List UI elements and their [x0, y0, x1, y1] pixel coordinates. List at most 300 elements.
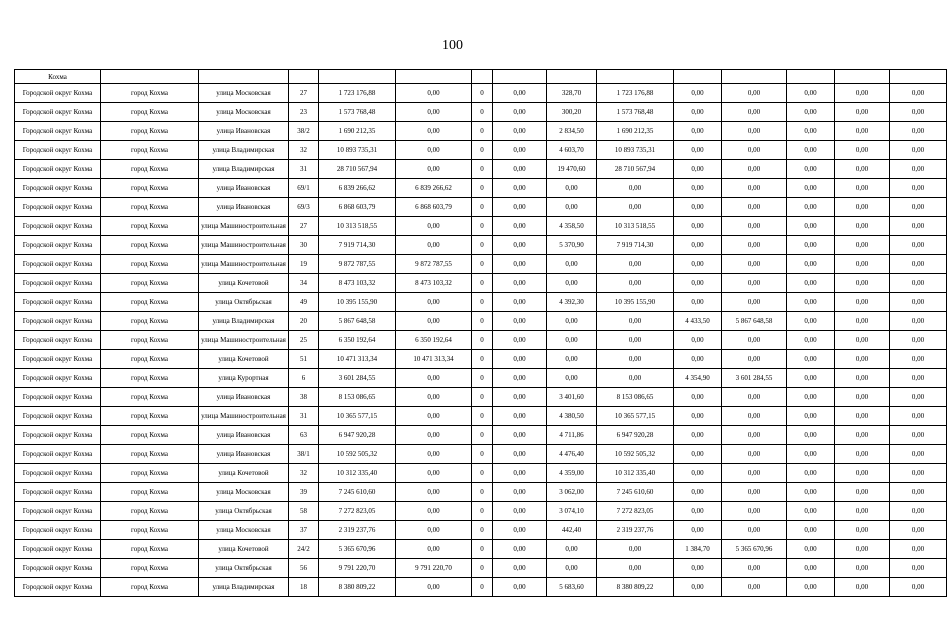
page-number: 100 — [442, 38, 463, 53]
district-cell: Городской округ Кохма — [15, 293, 101, 312]
count-a-cell: 0 — [472, 122, 493, 141]
district-cell: Городской округ Кохма — [15, 464, 101, 483]
settlement-cell: город Кохма — [101, 559, 199, 578]
cost-f-cell: 0,00 — [835, 521, 890, 540]
cost-e-cell: 0,00 — [787, 331, 835, 350]
table-row — [15, 274, 947, 293]
cost-g-cell: 0,00 — [890, 236, 947, 255]
settlement-cell: город Кохма — [101, 236, 199, 255]
table-row-continued — [15, 70, 947, 84]
cost-b-cell: 0,00 — [493, 521, 547, 540]
cost-f-cell: 0,00 — [835, 179, 890, 198]
cost-e-cell: 0,00 — [787, 350, 835, 369]
area-d-cell: 0,00 — [674, 350, 722, 369]
area-d-cell: 0,00 — [674, 293, 722, 312]
settlement-cell: город Кохма — [101, 141, 199, 160]
count-a-cell: 0 — [472, 236, 493, 255]
cost-c-cell: 1 573 768,48 — [597, 103, 674, 122]
area-d-cell: 0,00 — [674, 236, 722, 255]
house-number-cell: 34 — [289, 274, 319, 293]
count-a-cell: 0 — [472, 141, 493, 160]
house-number-cell: 6 — [289, 369, 319, 388]
settlement-cell: город Кохма — [101, 483, 199, 502]
cost-b-cell: 0,00 — [493, 122, 547, 141]
district-cell: Городской округ Кохма — [15, 179, 101, 198]
settlement-cell: город Кохма — [101, 521, 199, 540]
settlement-cell: город Кохма — [101, 122, 199, 141]
area-c-cell: 4 359,00 — [547, 464, 597, 483]
cost-c-cell: 28 710 567,94 — [597, 160, 674, 179]
settlement-cell: город Кохма — [101, 84, 199, 103]
area-d-cell: 0,00 — [674, 388, 722, 407]
cost-e-cell: 0,00 — [787, 217, 835, 236]
cost-g-cell: 0,00 — [890, 141, 947, 160]
settlement-cell: город Кохма — [101, 293, 199, 312]
settlement-cell: город Кохма — [101, 464, 199, 483]
cost-f-cell: 0,00 — [835, 369, 890, 388]
street-cell: улица Ивановская — [199, 122, 289, 141]
house-number-cell: 31 — [289, 407, 319, 426]
cost-g-cell: 0,00 — [890, 179, 947, 198]
cost-g-cell: 0,00 — [890, 540, 947, 559]
area-c-cell: 4 358,50 — [547, 217, 597, 236]
total-cost-cell: 10 313 518,55 — [319, 217, 396, 236]
cost-g-cell: 0,00 — [890, 255, 947, 274]
cost-c-cell: 0,00 — [597, 331, 674, 350]
table-row — [15, 255, 947, 274]
house-number-cell: 38 — [289, 388, 319, 407]
table-row — [15, 578, 947, 597]
area-d-cell: 0,00 — [674, 445, 722, 464]
district-cell: Городской округ Кохма — [15, 350, 101, 369]
cost-b-cell: 0,00 — [493, 369, 547, 388]
total-cost-cell: 28 710 567,94 — [319, 160, 396, 179]
count-a-cell: 0 — [472, 160, 493, 179]
district-cell: Городской округ Кохма — [15, 559, 101, 578]
cost-f-cell: 0,00 — [835, 160, 890, 179]
table-row — [15, 141, 947, 160]
table-row — [15, 407, 947, 426]
district-cell: Городской округ Кохма — [15, 502, 101, 521]
cost-f-cell: 0,00 — [835, 312, 890, 331]
table-row — [15, 312, 947, 331]
cost-c-cell: 1 723 176,88 — [597, 84, 674, 103]
settlement-cell: город Кохма — [101, 179, 199, 198]
area-d-cell: 0,00 — [674, 578, 722, 597]
area-c-cell: 328,70 — [547, 84, 597, 103]
cost-c-cell: 0,00 — [597, 559, 674, 578]
district-cell: Городской округ Кохма — [15, 160, 101, 179]
count-a-cell: 0 — [472, 331, 493, 350]
cost-d-cell: 0,00 — [722, 198, 787, 217]
area-c-cell: 4 603,70 — [547, 141, 597, 160]
area-c-cell: 2 834,50 — [547, 122, 597, 141]
cost-f-cell: 0,00 — [835, 331, 890, 350]
cost-d-cell: 0,00 — [722, 483, 787, 502]
cost-a-cell: 9 872 787,55 — [396, 255, 472, 274]
total-cost-cell: 5 867 648,58 — [319, 312, 396, 331]
area-c-cell: 3 062,00 — [547, 483, 597, 502]
cost-a-cell: 0,00 — [396, 407, 472, 426]
total-cost-cell: 1 690 212,35 — [319, 122, 396, 141]
cost-d-cell: 0,00 — [722, 331, 787, 350]
house-number-cell: 56 — [289, 559, 319, 578]
area-c-cell: 3 401,60 — [547, 388, 597, 407]
cost-c-cell: 0,00 — [597, 369, 674, 388]
table-row — [15, 521, 947, 540]
house-number-cell: 18 — [289, 578, 319, 597]
cost-e-cell: 0,00 — [787, 122, 835, 141]
count-a-cell: 0 — [472, 255, 493, 274]
cost-a-cell: 6 868 603,79 — [396, 198, 472, 217]
cost-b-cell: 0,00 — [493, 540, 547, 559]
district-cell: Городской округ Кохма — [15, 217, 101, 236]
cost-f-cell: 0,00 — [835, 483, 890, 502]
cost-c-cell: 0,00 — [597, 540, 674, 559]
district-cell: Городской округ Кохма — [15, 84, 101, 103]
street-cell: улица Кочетовой — [199, 464, 289, 483]
total-cost-cell: 1 573 768,48 — [319, 103, 396, 122]
district-cell: Городской округ Кохма — [15, 122, 101, 141]
street-cell: улица Владимирская — [199, 160, 289, 179]
cost-c-cell: 10 395 155,90 — [597, 293, 674, 312]
table-row — [15, 426, 947, 445]
count-a-cell: 0 — [472, 103, 493, 122]
cost-d-cell: 0,00 — [722, 407, 787, 426]
settlement-cell: город Кохма — [101, 502, 199, 521]
count-a-cell: 0 — [472, 198, 493, 217]
district-cell: Городской округ Кохма — [15, 426, 101, 445]
street-cell: улица Ивановская — [199, 198, 289, 217]
table-row — [15, 369, 947, 388]
street-cell: улица Ивановская — [199, 426, 289, 445]
house-number-cell: 63 — [289, 426, 319, 445]
district-cell: Городской округ Кохма — [15, 540, 101, 559]
cost-e-cell: 0,00 — [787, 540, 835, 559]
count-a-cell: 0 — [472, 407, 493, 426]
cost-a-cell: 0,00 — [396, 293, 472, 312]
cost-f-cell: 0,00 — [835, 464, 890, 483]
cost-b-cell: 0,00 — [493, 198, 547, 217]
count-a-cell: 0 — [472, 217, 493, 236]
area-c-cell: 0,00 — [547, 312, 597, 331]
cost-g-cell: 0,00 — [890, 426, 947, 445]
count-a-cell: 0 — [472, 426, 493, 445]
cost-e-cell: 0,00 — [787, 483, 835, 502]
area-c-cell: 0,00 — [547, 274, 597, 293]
cost-c-cell: 7 272 823,05 — [597, 502, 674, 521]
cost-f-cell: 0,00 — [835, 84, 890, 103]
count-a-cell: 0 — [472, 179, 493, 198]
settlement-cell: город Кохма — [101, 388, 199, 407]
total-cost-cell: 8 380 809,22 — [319, 578, 396, 597]
cost-a-cell: 0,00 — [396, 369, 472, 388]
cost-f-cell: 0,00 — [835, 122, 890, 141]
cost-d-cell: 0,00 — [722, 502, 787, 521]
house-number-cell: 23 — [289, 103, 319, 122]
area-d-cell: 0,00 — [674, 179, 722, 198]
total-cost-cell: 1 723 176,88 — [319, 84, 396, 103]
street-cell: улица Октябрьская — [199, 559, 289, 578]
area-c-cell: 0,00 — [547, 179, 597, 198]
cost-b-cell: 0,00 — [493, 350, 547, 369]
street-cell: улица Ивановская — [199, 388, 289, 407]
district-cell: Городской округ Кохма — [15, 521, 101, 540]
cost-f-cell: 0,00 — [835, 426, 890, 445]
house-number-cell: 27 — [289, 84, 319, 103]
cost-d-cell: 0,00 — [722, 464, 787, 483]
street-cell: улица Курортная — [199, 369, 289, 388]
district-cell: Городской округ Кохма — [15, 198, 101, 217]
cost-f-cell: 0,00 — [835, 388, 890, 407]
cost-a-cell: 0,00 — [396, 103, 472, 122]
cost-b-cell: 0,00 — [493, 160, 547, 179]
settlement-cell: город Кохма — [101, 369, 199, 388]
cost-b-cell: 0,00 — [493, 426, 547, 445]
area-c-cell: 3 074,10 — [547, 502, 597, 521]
cost-d-cell: 0,00 — [722, 350, 787, 369]
count-a-cell: 0 — [472, 578, 493, 597]
cost-f-cell: 0,00 — [835, 217, 890, 236]
total-cost-cell: 6 350 192,64 — [319, 331, 396, 350]
street-cell: улица Московская — [199, 521, 289, 540]
total-cost-cell: 9 791 220,70 — [319, 559, 396, 578]
cost-e-cell: 0,00 — [787, 179, 835, 198]
area-d-cell: 0,00 — [674, 559, 722, 578]
cost-d-cell: 0,00 — [722, 255, 787, 274]
cost-a-cell: 0,00 — [396, 521, 472, 540]
house-number-cell: 30 — [289, 236, 319, 255]
table-row — [15, 331, 947, 350]
cost-a-cell: 0,00 — [396, 160, 472, 179]
table-row — [15, 160, 947, 179]
cost-f-cell: 0,00 — [835, 293, 890, 312]
table-row — [15, 217, 947, 236]
cost-f-cell: 0,00 — [835, 198, 890, 217]
area-d-cell: 0,00 — [674, 217, 722, 236]
settlement-cell: город Кохма — [101, 578, 199, 597]
cost-a-cell: 0,00 — [396, 483, 472, 502]
total-cost-cell: 10 312 335,40 — [319, 464, 396, 483]
area-d-cell: 0,00 — [674, 331, 722, 350]
cost-g-cell: 0,00 — [890, 521, 947, 540]
cost-f-cell: 0,00 — [835, 407, 890, 426]
cost-e-cell: 0,00 — [787, 84, 835, 103]
area-d-cell: 0,00 — [674, 84, 722, 103]
table-body — [15, 70, 947, 597]
area-d-cell: 0,00 — [674, 198, 722, 217]
street-cell: улица Машиностроительная — [199, 407, 289, 426]
house-number-cell: 25 — [289, 331, 319, 350]
cost-c-cell: 2 319 237,76 — [597, 521, 674, 540]
cost-d-cell: 0,00 — [722, 160, 787, 179]
cost-f-cell: 0,00 — [835, 502, 890, 521]
table-row — [15, 559, 947, 578]
settlement-cell: город Кохма — [101, 350, 199, 369]
total-cost-cell: 7 919 714,30 — [319, 236, 396, 255]
cost-d-cell: 0,00 — [722, 274, 787, 293]
address-program-table — [14, 69, 947, 597]
cost-g-cell: 0,00 — [890, 350, 947, 369]
total-cost-cell: 5 365 670,96 — [319, 540, 396, 559]
cost-a-cell: 0,00 — [396, 217, 472, 236]
count-a-cell: 0 — [472, 483, 493, 502]
table-row — [15, 122, 947, 141]
cost-d-cell: 0,00 — [722, 521, 787, 540]
area-d-cell: 0,00 — [674, 103, 722, 122]
table-row — [15, 103, 947, 122]
street-cell: улица Московская — [199, 483, 289, 502]
street-cell: улица Кочетовой — [199, 540, 289, 559]
cost-g-cell: 0,00 — [890, 559, 947, 578]
cost-a-cell: 8 473 103,32 — [396, 274, 472, 293]
table-row — [15, 445, 947, 464]
cost-d-cell: 3 601 284,55 — [722, 369, 787, 388]
cost-b-cell: 0,00 — [493, 331, 547, 350]
district-cell: Городской округ Кохма — [15, 103, 101, 122]
cost-a-cell: 0,00 — [396, 84, 472, 103]
cost-g-cell: 0,00 — [890, 160, 947, 179]
cost-e-cell: 0,00 — [787, 103, 835, 122]
district-cell: Городской округ Кохма — [15, 369, 101, 388]
district-cell: Городской округ Кохма — [15, 483, 101, 502]
cost-d-cell: 0,00 — [722, 179, 787, 198]
area-c-cell: 4 392,30 — [547, 293, 597, 312]
cost-f-cell: 0,00 — [835, 350, 890, 369]
area-d-cell: 0,00 — [674, 521, 722, 540]
count-a-cell: 0 — [472, 559, 493, 578]
cost-e-cell: 0,00 — [787, 407, 835, 426]
cost-d-cell: 0,00 — [722, 122, 787, 141]
cost-d-cell: 0,00 — [722, 293, 787, 312]
cost-e-cell: 0,00 — [787, 369, 835, 388]
area-d-cell: 0,00 — [674, 502, 722, 521]
area-c-cell: 0,00 — [547, 559, 597, 578]
cost-d-cell: 0,00 — [722, 388, 787, 407]
cost-a-cell: 0,00 — [396, 312, 472, 331]
cost-c-cell: 7 919 714,30 — [597, 236, 674, 255]
settlement-cell: город Кохма — [101, 274, 199, 293]
cost-f-cell: 0,00 — [835, 540, 890, 559]
street-cell: улица Ивановская — [199, 445, 289, 464]
count-a-cell: 0 — [472, 293, 493, 312]
area-c-cell: 300,20 — [547, 103, 597, 122]
count-a-cell: 0 — [472, 464, 493, 483]
total-cost-cell: 6 947 920,28 — [319, 426, 396, 445]
cost-d-cell: 5 867 648,58 — [722, 312, 787, 331]
house-number-cell: 49 — [289, 293, 319, 312]
cost-e-cell: 0,00 — [787, 521, 835, 540]
total-cost-cell: 6 868 603,79 — [319, 198, 396, 217]
district-cell: Городской округ Кохма — [15, 141, 101, 160]
cost-e-cell: 0,00 — [787, 255, 835, 274]
table-row — [15, 540, 947, 559]
settlement-cell: город Кохма — [101, 426, 199, 445]
cost-e-cell: 0,00 — [787, 312, 835, 331]
house-number-cell: 38/2 — [289, 122, 319, 141]
house-number-cell: 39 — [289, 483, 319, 502]
area-d-cell: 0,00 — [674, 122, 722, 141]
cost-d-cell: 0,00 — [722, 559, 787, 578]
cost-c-cell: 10 365 577,15 — [597, 407, 674, 426]
house-number-cell: 27 — [289, 217, 319, 236]
cost-c-cell: 0,00 — [597, 274, 674, 293]
cost-g-cell: 0,00 — [890, 293, 947, 312]
cost-c-cell: 0,00 — [597, 198, 674, 217]
settlement-cell: город Кохма — [101, 198, 199, 217]
cost-f-cell: 0,00 — [835, 559, 890, 578]
area-d-cell: 0,00 — [674, 407, 722, 426]
cost-a-cell: 0,00 — [396, 540, 472, 559]
cost-e-cell: 0,00 — [787, 445, 835, 464]
cost-d-cell: 0,00 — [722, 578, 787, 597]
cost-b-cell: 0,00 — [493, 312, 547, 331]
area-c-cell: 4 711,86 — [547, 426, 597, 445]
count-a-cell: 0 — [472, 540, 493, 559]
cost-b-cell: 0,00 — [493, 445, 547, 464]
cost-c-cell: 8 380 809,22 — [597, 578, 674, 597]
cost-e-cell: 0,00 — [787, 160, 835, 179]
settlement-cell: город Кохма — [101, 255, 199, 274]
area-d-cell: 0,00 — [674, 464, 722, 483]
settlement-cell: город Кохма — [101, 160, 199, 179]
cost-d-cell: 0,00 — [722, 217, 787, 236]
house-number-cell: 58 — [289, 502, 319, 521]
cost-c-cell: 1 690 212,35 — [597, 122, 674, 141]
district-cell: Городской округ Кохма — [15, 255, 101, 274]
house-number-cell: 69/1 — [289, 179, 319, 198]
area-c-cell: 442,40 — [547, 521, 597, 540]
cost-c-cell: 0,00 — [597, 312, 674, 331]
total-cost-cell: 2 319 237,76 — [319, 521, 396, 540]
street-cell: улица Машиностроительная — [199, 331, 289, 350]
cost-a-cell: 6 839 266,62 — [396, 179, 472, 198]
district-cell: Городской округ Кохма — [15, 407, 101, 426]
cost-g-cell: 0,00 — [890, 502, 947, 521]
house-number-cell: 37 — [289, 521, 319, 540]
cost-a-cell: 0,00 — [396, 502, 472, 521]
district-cell: Городской округ Кохма — [15, 388, 101, 407]
total-cost-cell: 10 395 155,90 — [319, 293, 396, 312]
street-cell: улица Кочетовой — [199, 274, 289, 293]
cost-d-cell: 0,00 — [722, 426, 787, 445]
cost-d-cell: 0,00 — [722, 236, 787, 255]
area-c-cell: 0,00 — [547, 331, 597, 350]
settlement-cell: город Кохма — [101, 331, 199, 350]
cost-b-cell: 0,00 — [493, 217, 547, 236]
cost-b-cell: 0,00 — [493, 141, 547, 160]
cost-g-cell: 0,00 — [890, 388, 947, 407]
street-cell: улица Машиностроительная — [199, 236, 289, 255]
house-number-cell: 20 — [289, 312, 319, 331]
settlement-cell: город Кохма — [101, 103, 199, 122]
cost-g-cell: 0,00 — [890, 369, 947, 388]
cost-a-cell: 0,00 — [396, 578, 472, 597]
cost-g-cell: 0,00 — [890, 312, 947, 331]
total-cost-cell: 6 839 266,62 — [319, 179, 396, 198]
house-number-cell: 24/2 — [289, 540, 319, 559]
cost-g-cell: 0,00 — [890, 445, 947, 464]
count-a-cell: 0 — [472, 388, 493, 407]
total-cost-cell: 10 471 313,34 — [319, 350, 396, 369]
cost-g-cell: 0,00 — [890, 217, 947, 236]
street-cell: улица Машиностроительная — [199, 217, 289, 236]
cost-c-cell: 10 312 335,40 — [597, 464, 674, 483]
cost-e-cell: 0,00 — [787, 141, 835, 160]
count-a-cell: 0 — [472, 445, 493, 464]
total-cost-cell: 8 153 086,65 — [319, 388, 396, 407]
street-cell: улица Кочетовой — [199, 350, 289, 369]
